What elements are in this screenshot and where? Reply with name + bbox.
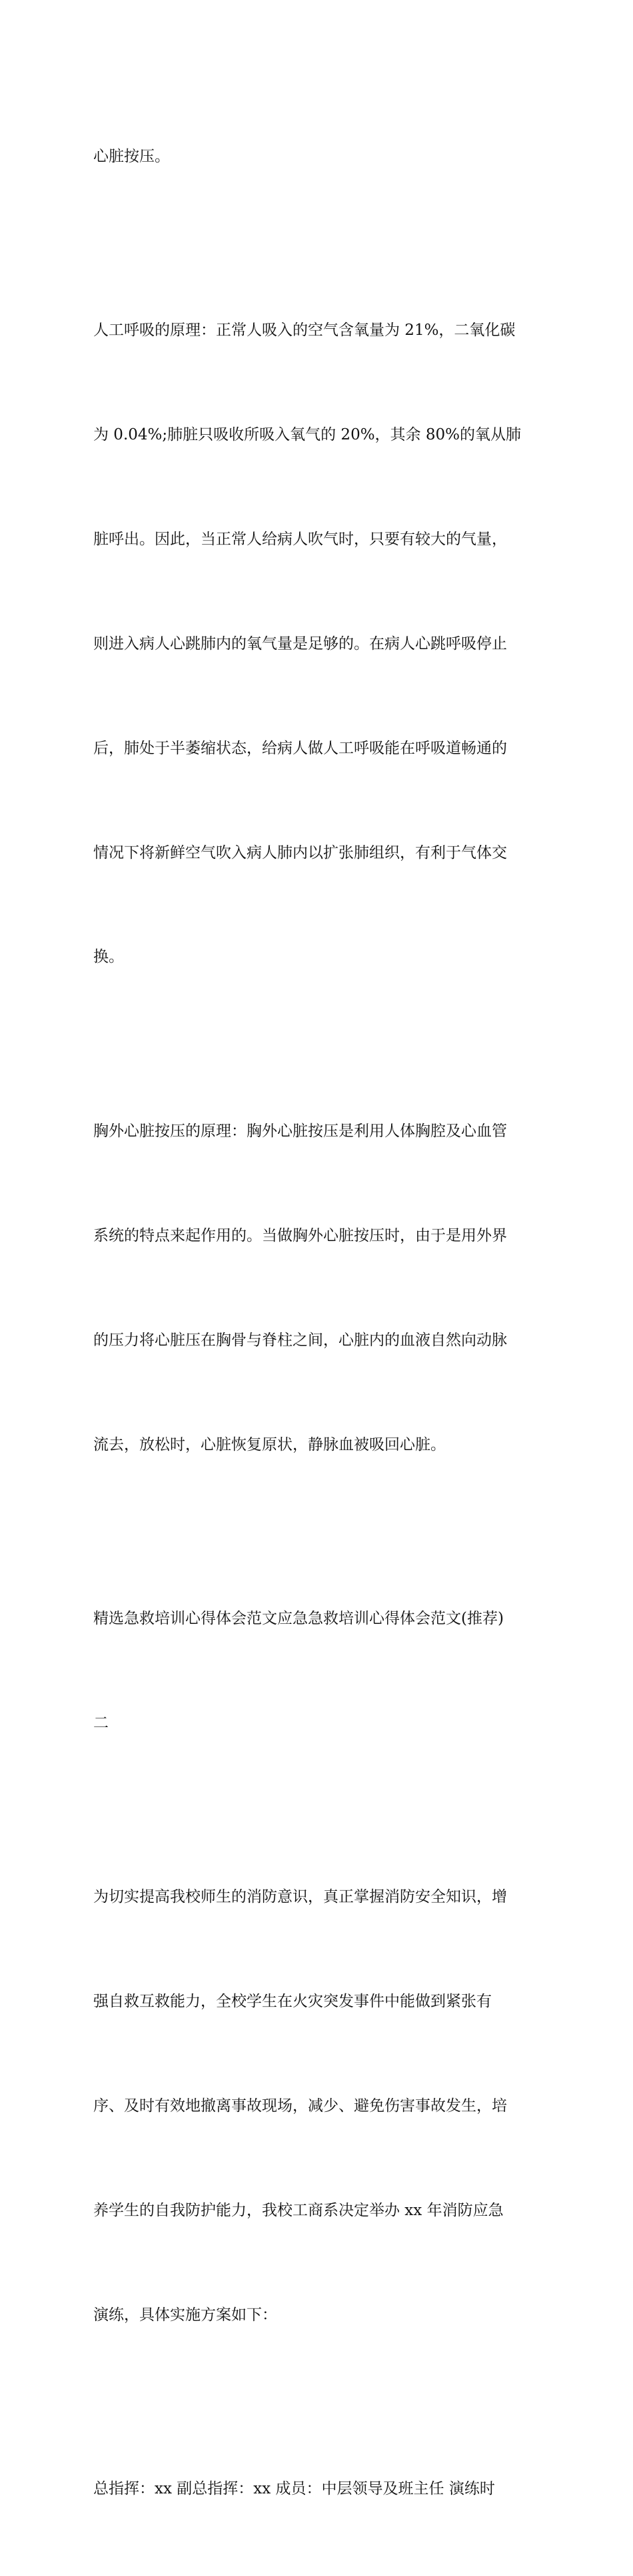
text-line: 的压力将心脏压在胸骨与脊柱之间，心脏内的血液自然向动脉 — [93, 1331, 507, 1349]
section-title-line: 精选急救培训心得体会范文应急急救培训心得体会范文(推荐) — [93, 1610, 504, 1628]
text-line: 换。 — [93, 948, 124, 966]
paragraph-chest-compression-principle — [93, 1044, 553, 1531]
text-line: 演练，具体实施方案如下： — [93, 2306, 277, 2324]
text-line: 序、及时有效地撤离事故现场，减少、避免伤害事故发生，培 — [93, 2097, 507, 2115]
text-line: 系统的特点来起作用的。当做胸外心脏按压时，由于是用外界 — [93, 1226, 507, 1244]
text-line: 胸外心脏按压的原理：胸外心脏按压是利用人体胸腔及心血管 — [93, 1122, 507, 1140]
text-line: 总指挥：xx 副总指挥：xx 成员：中层领导及班主任 演练时 — [93, 2480, 495, 2498]
text-line: 强自救互救能力，全校学生在火灾突发事件中能做到紧张有 — [93, 1993, 492, 2011]
text-line: 则进入病人心跳肺内的氧气量是足够的。在病人心跳呼吸停止 — [93, 635, 507, 652]
paragraph-fire-drill-purpose — [93, 1810, 553, 2402]
paragraph-cardiac-compression-end — [93, 69, 553, 243]
paragraph-drill-organization — [93, 2402, 553, 2576]
paragraph-artificial-respiration-principle — [93, 243, 553, 1044]
text-line: 后，肺处于半萎缩状态，给病人做人工呼吸能在呼吸道畅通的 — [93, 739, 507, 757]
text-line: 脏呼出。因此，当正常人给病人吹气时，只要有较大的气量， — [93, 530, 507, 548]
text-line: 心脏按压。 — [93, 147, 170, 165]
text-line: 为 0.04%;肺脏只吸收所吸入氧气的 20%，其余 80%的氧从肺 — [93, 425, 521, 443]
section-title-line: 二 — [93, 1714, 109, 1732]
text-line: 人工呼吸的原理：正常人吸入的空气含氧量为 21%，二氧化碳 — [93, 322, 516, 340]
text-line: 养学生的自我防护能力，我校工商系决定举办 xx 年消防应急 — [93, 2202, 504, 2220]
text-line: 流去，放松时，心脏恢复原状，静脉血被吸回心脏。 — [93, 1435, 446, 1453]
section-heading — [93, 1531, 553, 1810]
document-page — [93, 69, 553, 2576]
text-line: 为切实提高我校师生的消防意识，真正掌握消防安全知识，增 — [93, 1888, 507, 1906]
text-line: 情况下将新鲜空气吹入病人肺内以扩张肺组织，有利于气体交 — [93, 844, 507, 862]
